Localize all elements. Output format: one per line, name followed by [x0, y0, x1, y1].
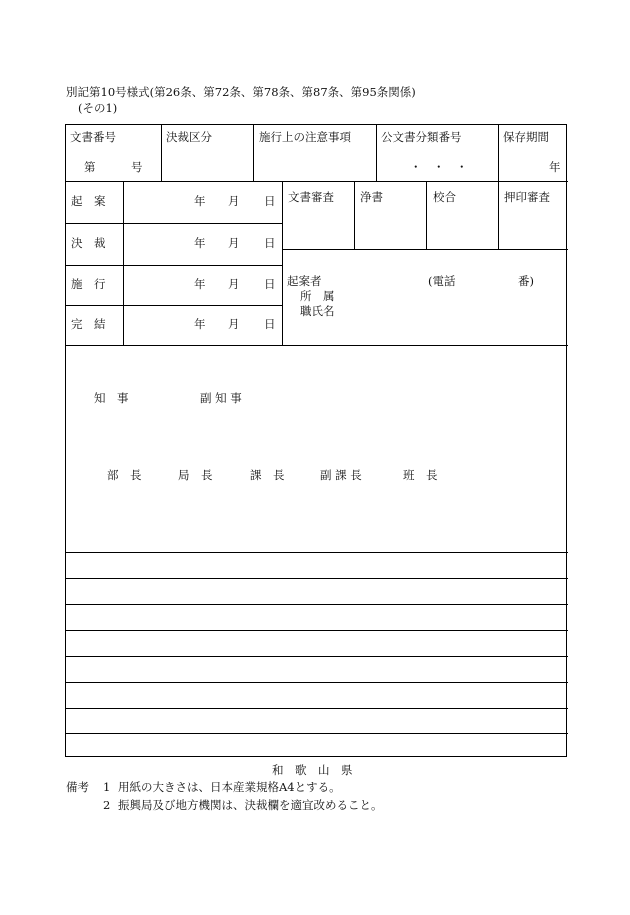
col-divider [282, 181, 283, 345]
dept-head-label: 部 長 [107, 468, 142, 482]
nen-label: 年 [549, 160, 561, 174]
drafter-label: 起案者 [287, 274, 322, 288]
seal-review-label: 押印審査 [504, 190, 550, 204]
row-divider [66, 578, 568, 579]
title-name-label: 職氏名 [300, 304, 335, 318]
month-unit: 月 [228, 317, 240, 331]
date-label-decision: 決 裁 [71, 236, 106, 250]
row-divider [66, 552, 568, 553]
row-divider [66, 181, 568, 182]
form-subheading: (その1) [78, 101, 118, 115]
doc-review-label: 文書審査 [288, 190, 334, 204]
dai-label: 第 [84, 160, 96, 174]
go-label: 号 [131, 160, 143, 174]
bureau-head-label: 局 長 [178, 468, 213, 482]
phone-label: (電話 [428, 274, 456, 288]
decision-category-label: 決裁区分 [166, 130, 212, 144]
governor-label: 知 事 [94, 391, 129, 405]
row-divider [66, 305, 282, 306]
date-label-completion: 完 結 [71, 317, 106, 331]
note2-text: 振興局及び地方機関は、決裁欄を適宜改めること。 [118, 798, 383, 812]
month-unit: 月 [228, 236, 240, 250]
classification-dots: ・ ・ ・ [410, 160, 468, 174]
fair-copy-label: 浄書 [360, 190, 383, 204]
doc-number-label: 文書番号 [70, 130, 116, 144]
retention-period-label: 保存期間 [503, 130, 549, 144]
row-divider [282, 249, 568, 250]
col-divider [426, 181, 427, 249]
col-divider [498, 125, 499, 181]
form-heading: 別記第10号様式(第26条、第72条、第78条、第87条、第95条関係) [66, 85, 416, 99]
note1-number: 1 [103, 780, 111, 794]
enforcement-notes-label: 施行上の注意事項 [259, 130, 351, 144]
row-divider [66, 682, 568, 683]
date-label-draft: 起 案 [71, 194, 106, 208]
day-unit: 日 [264, 317, 276, 331]
row-divider [66, 733, 568, 734]
affiliation-label: 所 属 [300, 289, 335, 303]
day-unit: 日 [264, 194, 276, 208]
col-divider [376, 125, 377, 181]
notes-label: 備考 [66, 780, 89, 794]
proofread-label: 校合 [433, 190, 456, 204]
day-unit: 日 [264, 277, 276, 291]
row-divider [66, 345, 568, 346]
col-divider [123, 181, 124, 345]
deputy-section-head-label: 副 課 長 [320, 468, 362, 482]
year-unit: 年 [194, 277, 206, 291]
month-unit: 月 [228, 194, 240, 208]
year-unit: 年 [194, 194, 206, 208]
col-divider [253, 125, 254, 181]
col-divider [354, 181, 355, 249]
col-divider [161, 125, 162, 181]
row-divider [66, 223, 282, 224]
classification-number-label: 公文書分類番号 [381, 130, 462, 144]
row-divider [66, 265, 282, 266]
date-label-enforcement: 施 行 [71, 277, 106, 291]
col-divider [498, 181, 499, 249]
row-divider [66, 656, 568, 657]
section-head-label: 課 長 [250, 468, 285, 482]
month-unit: 月 [228, 277, 240, 291]
year-unit: 年 [194, 317, 206, 331]
row-divider [66, 630, 568, 631]
row-divider [66, 708, 568, 709]
prefecture-name: 和 歌 山 県 [272, 763, 353, 777]
team-head-label: 班 長 [403, 468, 438, 482]
ban-label: 番) [518, 274, 534, 288]
row-divider [66, 604, 568, 605]
day-unit: 日 [264, 236, 276, 250]
form-table [65, 124, 567, 757]
vice-governor-label: 副 知 事 [200, 391, 242, 405]
year-unit: 年 [194, 236, 206, 250]
note1-text: 用紙の大きさは、日本産業規格A4とする。 [118, 780, 341, 794]
note2-number: 2 [103, 798, 111, 812]
